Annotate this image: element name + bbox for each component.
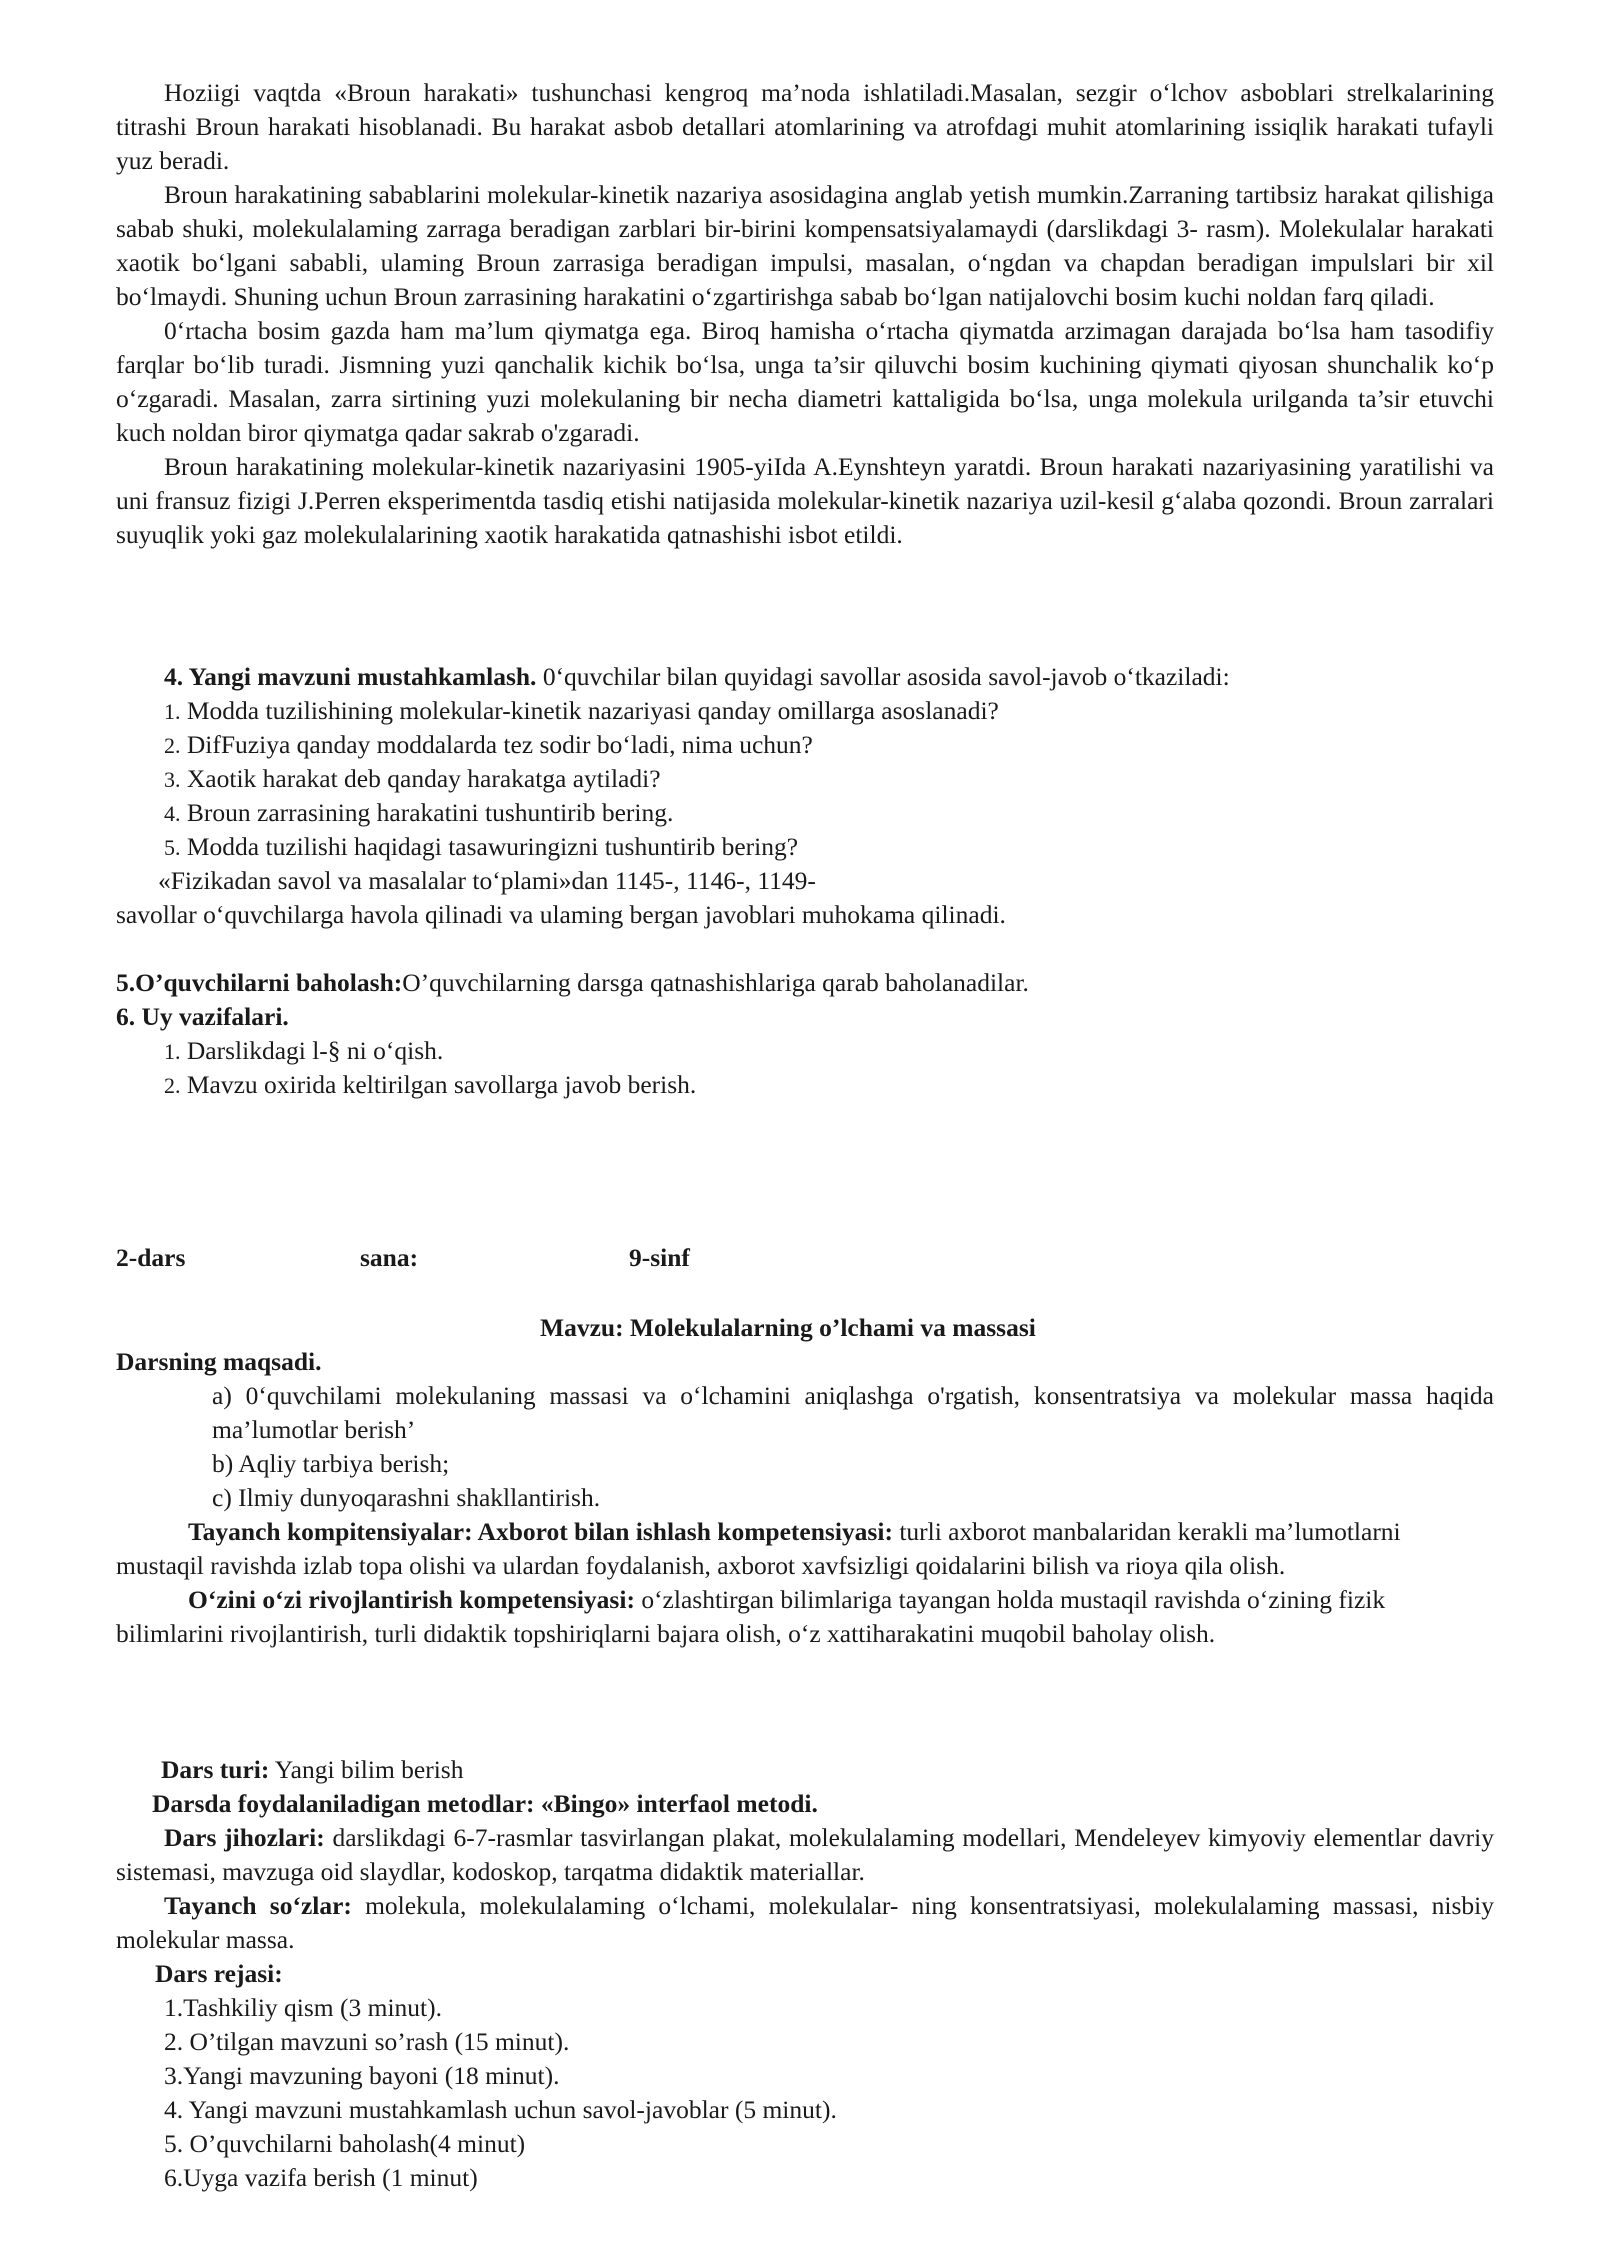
- paragraph-4: Broun harakatining molekular-kinetik nazariyasini 1905-yiIda A.Eynshteyn yaratdi. Broun harakati nazariyasining yaratilishi va uni fransuz fizigi J.Perren eksperimentda tasdiq etishi natijasida molekular-kinetik nazariya uzil-kesil g‘alaba qozondi. Broun zarralari suyuqlik yoki gaz molekulalarining xaotik harakatida qatnashishi isbot etildi.: [116, 452, 1494, 549]
- book-reference-line-2: savollar o‘quvchilarga havola qilinadi va ulaming bergan javoblari muhokama qilinadi.: [116, 900, 1006, 929]
- plan-item: [164, 2025, 569, 2059]
- competency-1: [116, 1515, 1494, 1583]
- plan-number: 3.: [164, 2061, 184, 2090]
- grade-label: 9-sinf: [629, 1243, 690, 1272]
- question-number: 1.: [164, 699, 181, 724]
- keywords-label: Tayanch so‘zlar:: [164, 1891, 352, 1920]
- question-number: 5.: [164, 835, 181, 860]
- assessment-label: 5.O’quvchilarni baholash:: [116, 968, 403, 997]
- equipment-keywords-section: [116, 1821, 1494, 1957]
- paragraph-1: Hoziigi vaqtda «Broun harakati» tushunchasi kengroq ma’noda ishlatiladi.Masalan, sezgir o‘lchov asboblari strelkalarining titrashi Broun harakati hisoblanadi. Bu harakat asbob detallari atomlarining va atrofdagi muhit atomlarining issiqlik harakati tufayli yuz beradi.: [116, 78, 1494, 175]
- question-item: [164, 796, 673, 831]
- paragraph-3: 0‘rtacha bosim gazda ham ma’lum qiymatga ega. Biroq hamisha o‘rtacha qiymatda arzimagan darajada bo‘lsa ham tasodifiy farqlar bo‘lib turadi. Jismning yuzi qanchalik kichik bo‘lsa, unga ta’sir qiluvchi bosim kuchining qiymati qiyosan shunchalik ko‘p o‘zgaradi. Masalan, zarra sirtining yuzi molekulaning bir necha diametri kattaligida bo‘lsa, unga molekula urilganda ta’sir etuvchi kuch noldan biror qiymatga qadar sakrab o'zgaradi.: [116, 316, 1494, 447]
- plan-text: O’quvchilarni baholash(4 minut): [189, 2129, 526, 2158]
- plan-number: 4.: [164, 2095, 184, 2124]
- question-number: 4.: [164, 801, 181, 826]
- question-item: [164, 694, 999, 729]
- question-item: [164, 830, 798, 865]
- equipment-paragraph: [116, 1821, 1494, 1889]
- reinforce-heading: 4. Yangi mavzuni mustahkamlash.: [164, 662, 537, 691]
- lesson-type-label: Dars turi:: [161, 1755, 270, 1784]
- plan-number: 6.: [164, 2163, 184, 2192]
- assessment-line: [116, 966, 1029, 1000]
- plan-number: 2.: [164, 2027, 184, 2056]
- homework-text: Mavzu oxirida keltirilgan savollarga javob berish.: [186, 1070, 697, 1099]
- homework-item: [164, 1068, 696, 1103]
- lesson-topic: Mavzu: Molekulalarning o’lchami va massasi: [540, 1313, 1036, 1342]
- question-text: DifFuziya qanday moddalarda tez sodir bo‘ladi, nima uchun?: [186, 730, 813, 759]
- equipment-text: darslikdagi 6-7-rasmlar tasvirlangan plakat, molekulalaming modellari, Mendeleyev kimyoviy elementlar davriy sistemasi, mavzuga oid slaydlar, kodoskop, tarqatma didaktik materiallar.: [116, 1823, 1494, 1886]
- reinforce-heading-line: [164, 660, 1494, 694]
- question-text: Xaotik harakat deb qanday harakatga aytiladi?: [186, 764, 661, 793]
- homework-item: [164, 1034, 443, 1069]
- equipment-label: Dars jihozlari:: [164, 1823, 325, 1852]
- plan-number: 1.: [164, 1993, 184, 2022]
- question-number: 2.: [164, 733, 181, 758]
- goal-item: b) Aqliy tarbiya berish;: [212, 1449, 450, 1478]
- plan-item: [164, 2127, 525, 2161]
- plan-item: [164, 1991, 442, 2025]
- date-label: sana:: [360, 1243, 419, 1272]
- methods-line: Darsda foydalaniladigan metodlar: «Bingo» interfaol metodi.: [152, 1789, 818, 1818]
- question-text: Broun zarrasining harakatini tushuntirib bering.: [186, 798, 674, 827]
- question-text: Modda tuzilishi haqidagi tasawuringizni tushuntirib bering?: [186, 832, 799, 861]
- assessment-text: O’quvchilarning darsga qatnashishlariga qarab baholanadilar.: [402, 968, 1029, 997]
- plan-item: [164, 2161, 478, 2195]
- reinforce-intro: 0‘quvchilar bilan quyidagi savollar asosida savol-javob o‘tkaziladi:: [542, 662, 1230, 691]
- competency-1-text: turli axborot manbalaridan kerakli ma’lumotlarni mustaqil ravishda izlab topa olishi va ulardan foydalanish, axborot xavfsizligi qoidalarini bilish va rioya qila olish.: [116, 1517, 1401, 1580]
- lesson-type-line: [161, 1753, 463, 1787]
- goal-item: a) 0‘quvchilami molekulaning massasi va o‘lchamini aniqlashga o'rgatish, konsentratsiya va molekular massa haqida ma’lumotlar berish’: [212, 1381, 1494, 1444]
- homework-number: 2.: [164, 1073, 181, 1098]
- plan-text: Uyga vazifa berish (1 minut): [183, 2163, 478, 2192]
- competency-2: [116, 1583, 1494, 1651]
- homework-text: Darslikdagi l-§ ni o‘qish.: [186, 1036, 444, 1065]
- paragraph-2: Broun harakatining sabablarini molekular-kinetik nazariya asosidagina anglab yetish mumkin.Zarraning tartibsiz harakat qilishiga sabab shuki, molekulalaming zarraga beradigan zarblari bir-birini kompensatsiyalamaydi (darslikdagi 3- rasm). Molekulalar harakati xaotik boʻlgani sababli, ulaming Broun zarrasiga beradigan impulsi, masalan, o‘ngdan va chapdan beradigan impulslari bir xil bo‘lmaydi. Shuning uchun Broun zarrasining harakatini o‘zgartirishga sabab bo‘lgan natijalovchi bosim kuchi noldan farq qiladi.: [116, 180, 1494, 311]
- plan-text: Yangi mavzuning bayoni (18 minut).: [183, 2061, 560, 2090]
- question-item: [164, 728, 813, 763]
- competency-2-label: O‘zini o‘zi rivojlantirish kompetensiyasi:: [188, 1585, 635, 1614]
- lesson-number: 2-dars: [116, 1243, 186, 1272]
- homework-heading: 6. Uy vazifalari.: [116, 1002, 289, 1031]
- plan-heading: Dars rejasi:: [155, 1959, 283, 1988]
- plan-item: [164, 2059, 559, 2093]
- plan-item: [164, 2093, 837, 2127]
- brownian-section: [116, 76, 1494, 552]
- goal-heading: Darsning maqsadi.: [116, 1347, 322, 1376]
- plan-text: O’tilgan mavzuni so’rash (15 minut).: [189, 2027, 570, 2056]
- competency-1-label: Tayanch kompitensiyalar: Axborot bilan ishlash kompetensiyasi:: [188, 1517, 893, 1546]
- keywords-paragraph: [116, 1889, 1494, 1957]
- homework-number: 1.: [164, 1039, 181, 1064]
- question-number: 3.: [164, 767, 181, 792]
- question-text: Modda tuzilishining molekular-kinetik nazariyasi qanday omillarga asoslanadi?: [186, 696, 999, 725]
- plan-text: Yangi mavzuni mustahkamlash uchun savol-javoblar (5 minut).: [188, 2095, 837, 2124]
- plan-number: 5.: [164, 2129, 184, 2158]
- goal-item: c) Ilmiy dunyoqarashni shakllantirish.: [212, 1483, 601, 1512]
- lesson-type-text: Yangi bilim berish: [274, 1755, 464, 1784]
- keywords-text: molekula, molekulalaming o‘lchami, molekulalar- ning konsentratsiyasi, molekulalaming massasi, nisbiy molekular massa.: [116, 1891, 1495, 1954]
- question-item: [164, 762, 661, 797]
- competency-2-text: o‘zlashtirgan bilimlariga tayangan holda mustaqil ravishda o‘zining fizik bilimlarini rivojlantirish, turli didaktik topshiriqlarni bajara olish, o‘z xattiharakatini muqobil baholay olish.: [116, 1585, 1386, 1648]
- plan-text: Tashkiliy qism (3 minut).: [183, 1993, 442, 2022]
- book-reference-line: «Fizikadan savol va masalalar to‘plami»dan 1145-, 1146-, 1149-: [158, 866, 816, 895]
- goal-list: [212, 1379, 1494, 1515]
- competencies-section: [116, 1515, 1494, 1651]
